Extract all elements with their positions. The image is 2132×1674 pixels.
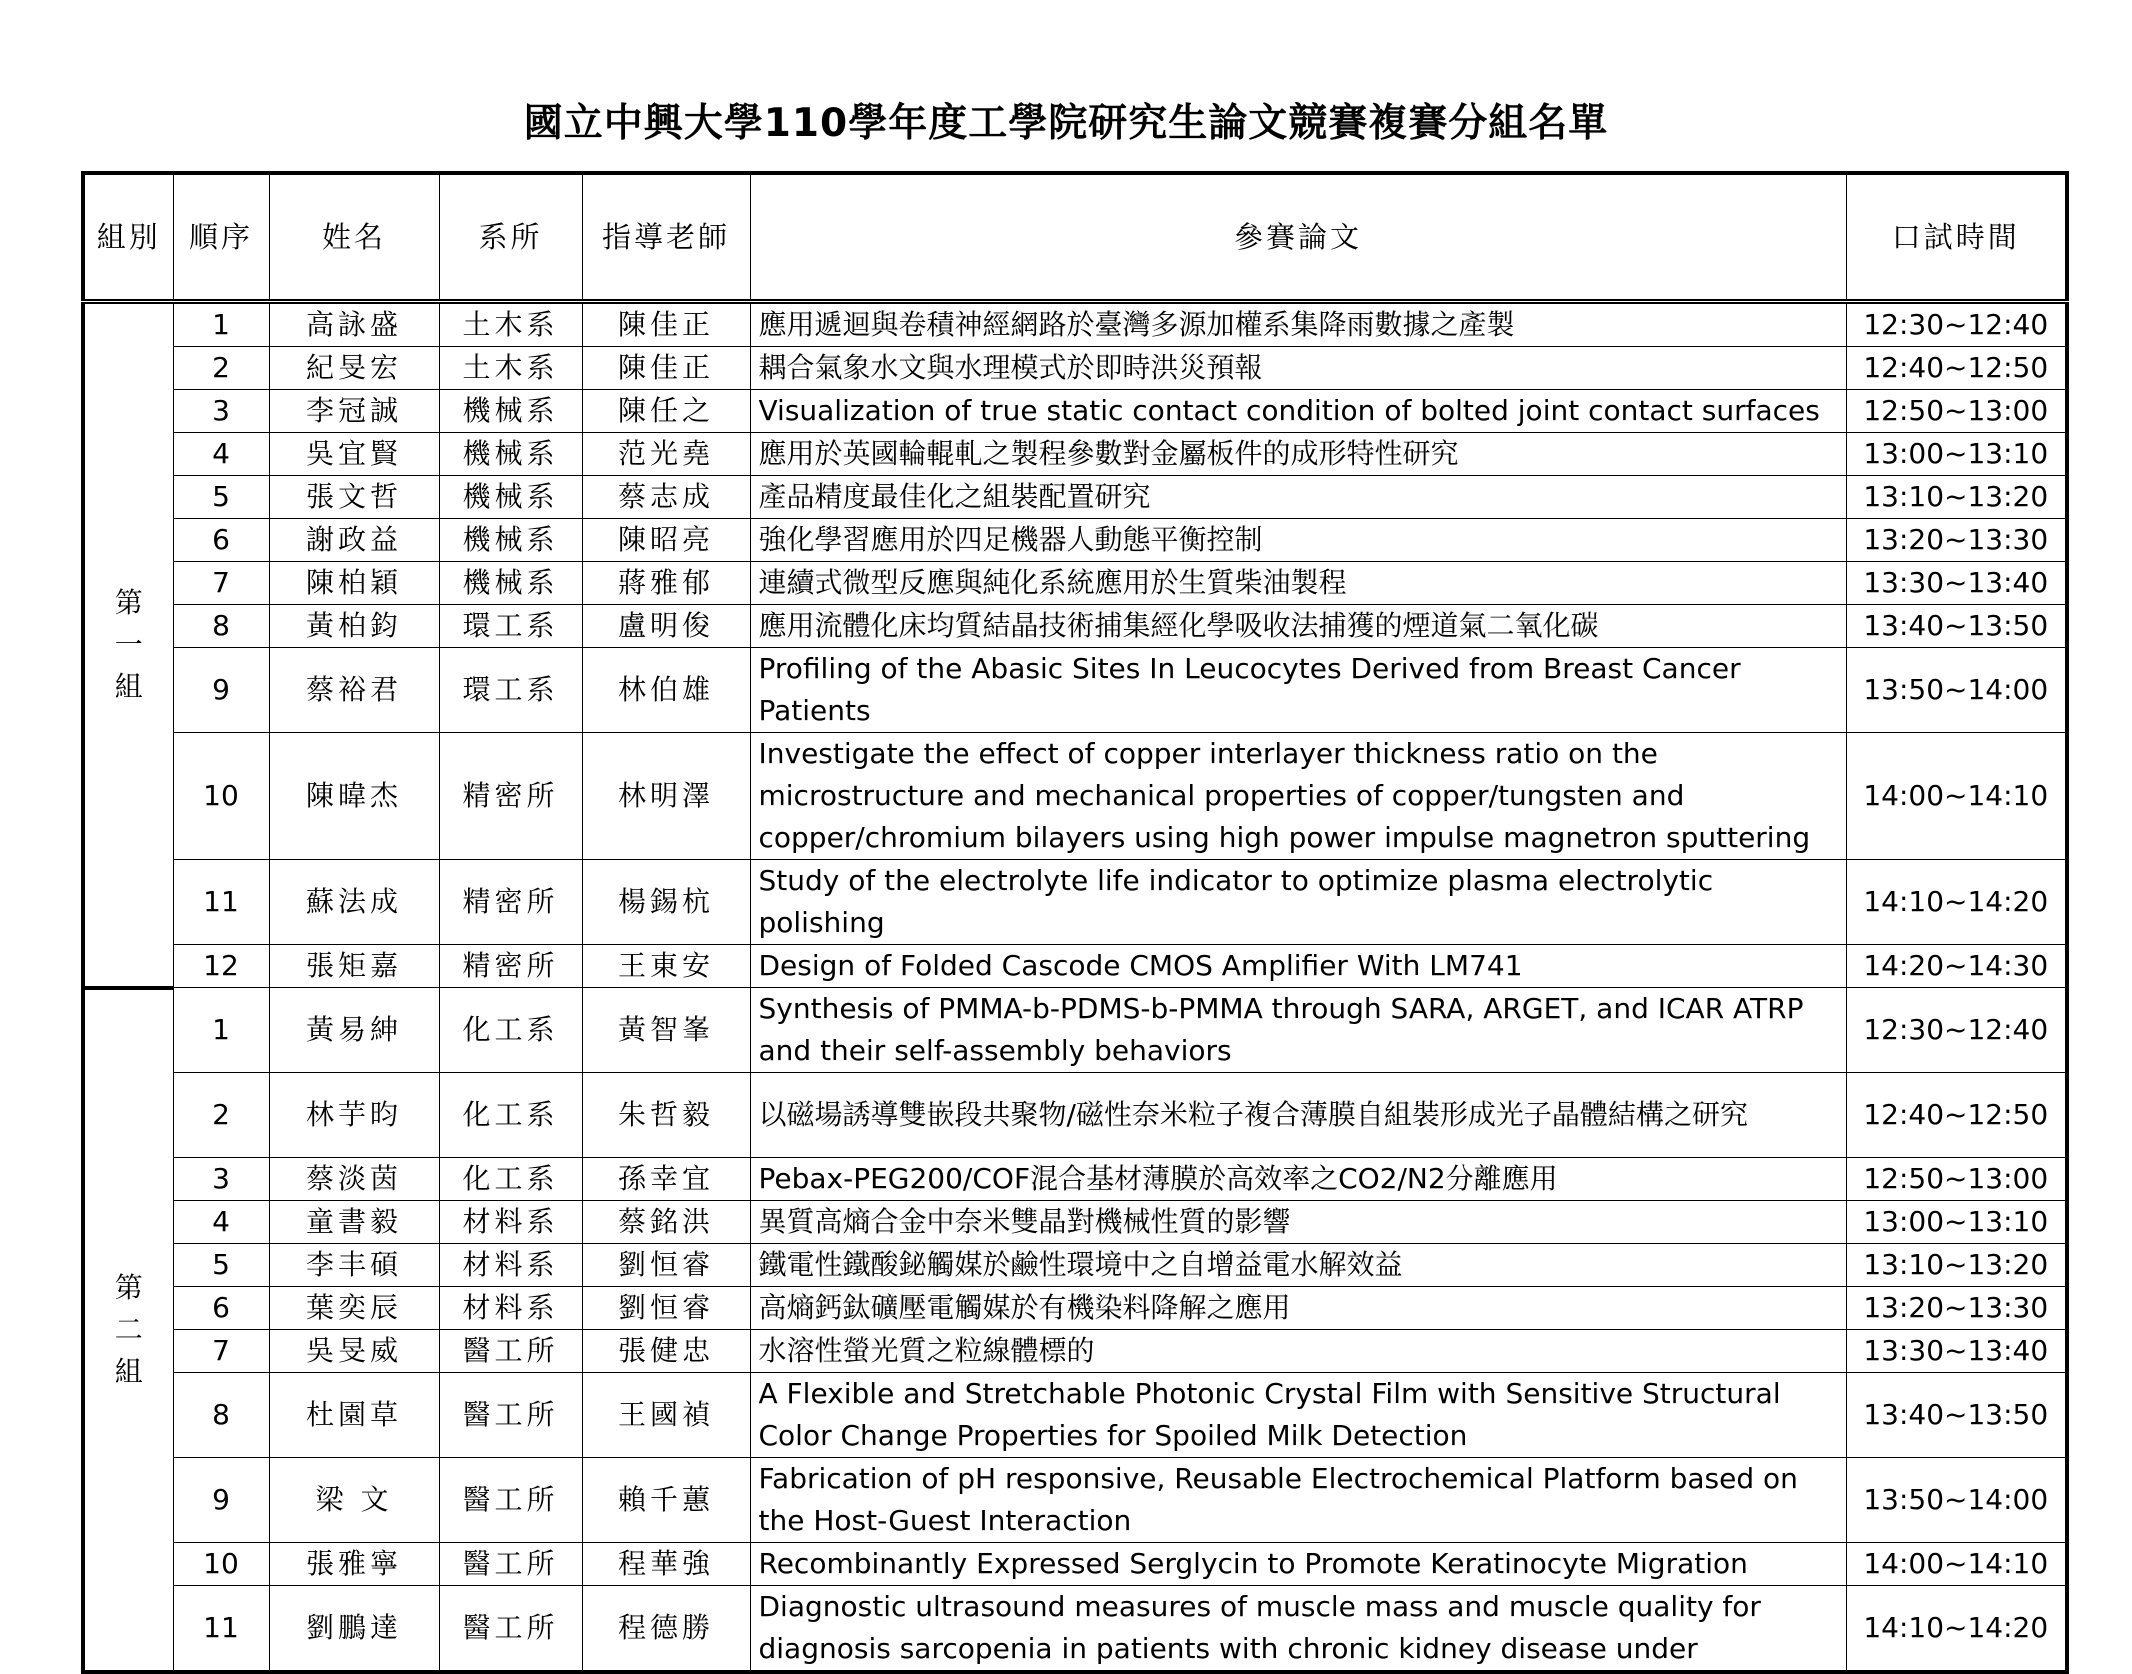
name-cell: 童書毅 [269,1201,439,1244]
header-advisor: 指導老師 [582,173,750,302]
order-cell: 7 [173,562,269,605]
paper-title-cell: Profiling of the Abasic Sites In Leucocytes Derived from Breast Cancer Patients [750,648,1846,733]
time-cell: 13:10~13:20 [1846,476,2067,519]
name-cell: 陳柏穎 [269,562,439,605]
time-cell: 12:40~12:50 [1846,347,2067,390]
department-cell: 材料系 [439,1244,582,1287]
paper-title-cell: 應用遞迴與卷積神經網路於臺灣多源加權系集降雨數據之產製 [750,302,1846,347]
department-cell: 機械系 [439,476,582,519]
department-cell: 環工系 [439,648,582,733]
order-cell: 7 [173,1330,269,1373]
table-row [83,1158,2067,1201]
name-cell: 謝政益 [269,519,439,562]
order-cell: 9 [173,1458,269,1543]
time-cell: 13:30~13:40 [1846,1330,2067,1373]
advisor-cell: 陳昭亮 [582,519,750,562]
order-cell: 8 [173,1373,269,1458]
order-cell: 2 [173,1073,269,1158]
table-row [83,988,2067,1073]
advisor-cell: 林明澤 [582,733,750,860]
name-cell: 李冠誠 [269,390,439,433]
advisor-cell: 孫幸宜 [582,1158,750,1201]
paper-title-cell: Study of the electrolyte life indicator to optimize plasma electrolytic polishing [750,860,1846,945]
name-cell: 紀旻宏 [269,347,439,390]
table-row [83,390,2067,433]
paper-title-cell: Investigate the effect of copper interlayer thickness ratio on the microstructure and mechanical properties of copper/tungsten and copper/chromium bilayers using high power impulse magnetron sputtering [750,733,1846,860]
order-cell: 12 [173,945,269,988]
department-cell: 土木系 [439,302,582,347]
table-row [83,476,2067,519]
advisor-cell: 陳佳正 [582,302,750,347]
table-body [83,302,2067,1673]
time-cell: 13:00~13:10 [1846,433,2067,476]
time-cell: 12:30~12:40 [1846,302,2067,347]
department-cell: 精密所 [439,860,582,945]
paper-title-cell: 鐵電性鐵酸鉍觸媒於鹼性環境中之自增益電水解效益 [750,1244,1846,1287]
group-label-char: 組 [114,1354,143,1388]
order-cell: 3 [173,1158,269,1201]
name-cell: 高詠盛 [269,302,439,347]
time-cell: 13:20~13:30 [1846,1287,2067,1330]
name-cell: 葉奕辰 [269,1287,439,1330]
table-row [83,302,2067,347]
time-cell: 12:50~13:00 [1846,1158,2067,1201]
order-cell: 10 [173,1543,269,1586]
department-cell: 機械系 [439,519,582,562]
name-cell: 蘇法成 [269,860,439,945]
department-cell: 機械系 [439,562,582,605]
time-cell: 13:20~13:30 [1846,519,2067,562]
advisor-cell: 黃智峯 [582,988,750,1073]
table-row [83,605,2067,648]
group-label-char: 二 [114,1312,143,1346]
order-cell: 4 [173,433,269,476]
table-row [83,1201,2067,1244]
order-cell: 2 [173,347,269,390]
group-label [83,302,173,988]
order-cell: 3 [173,390,269,433]
advisor-cell: 王東安 [582,945,750,988]
paper-title-cell: Pebax-PEG200/COF混合基材薄膜於高效率之CO2/N2分離應用 [750,1158,1846,1201]
order-cell: 5 [173,476,269,519]
department-cell: 化工系 [439,1073,582,1158]
time-cell: 12:40~12:50 [1846,1073,2067,1158]
advisor-cell: 陳佳正 [582,347,750,390]
table-row [83,648,2067,733]
advisor-cell: 蔡銘洪 [582,1201,750,1244]
advisor-cell: 劉恒睿 [582,1287,750,1330]
name-cell: 蔡淡茵 [269,1158,439,1201]
department-cell: 化工系 [439,988,582,1073]
department-cell: 土木系 [439,347,582,390]
table-row [83,1287,2067,1330]
name-cell: 黃柏鈞 [269,605,439,648]
header-row [83,173,2067,302]
paper-title-cell: 異質高熵合金中奈米雙晶對機械性質的影響 [750,1201,1846,1244]
name-cell: 吳旻威 [269,1330,439,1373]
table-row [83,347,2067,390]
department-cell: 精密所 [439,733,582,860]
time-cell: 12:50~13:00 [1846,390,2067,433]
table-row [83,1330,2067,1373]
table-row [83,562,2067,605]
time-cell: 12:30~12:40 [1846,988,2067,1073]
department-cell: 材料系 [439,1201,582,1244]
department-cell: 醫工所 [439,1373,582,1458]
paper-title-cell: Design of Folded Cascode CMOS Amplifier With LM741 [750,945,1846,988]
department-cell: 材料系 [439,1287,582,1330]
order-cell: 1 [173,988,269,1073]
header-name: 姓名 [269,173,439,302]
time-cell: 13:40~13:50 [1846,605,2067,648]
group-label-char: 第 [114,1270,143,1304]
group-label-char: 組 [114,669,143,703]
group-label [83,988,173,1673]
advisor-cell: 蔡志成 [582,476,750,519]
table-row [83,1543,2067,1586]
department-cell: 化工系 [439,1158,582,1201]
advisor-cell: 王國禎 [582,1373,750,1458]
paper-title-cell: 水溶性螢光質之粒線體標的 [750,1330,1846,1373]
advisor-cell: 劉恒睿 [582,1244,750,1287]
name-cell: 李丰碩 [269,1244,439,1287]
time-cell: 13:30~13:40 [1846,562,2067,605]
name-cell: 張文哲 [269,476,439,519]
table-row [83,433,2067,476]
department-cell: 醫工所 [439,1543,582,1586]
table-row [83,1458,2067,1543]
advisor-cell: 蔣雅郁 [582,562,750,605]
order-cell: 9 [173,648,269,733]
paper-title-cell: 耦合氣象水文與水理模式於即時洪災預報 [750,347,1846,390]
time-cell: 13:40~13:50 [1846,1373,2067,1458]
order-cell: 10 [173,733,269,860]
name-cell: 梁 文 [269,1458,439,1543]
time-cell: 13:10~13:20 [1846,1244,2067,1287]
table-row [83,1244,2067,1287]
advisor-cell: 賴千蕙 [582,1458,750,1543]
department-cell: 機械系 [439,390,582,433]
order-cell: 11 [173,1586,269,1673]
paper-title-cell: 產品精度最佳化之組裝配置研究 [750,476,1846,519]
time-cell: 14:20~14:30 [1846,945,2067,988]
paper-title-cell: A Flexible and Stretchable Photonic Crystal Film with Sensitive Structural Color Change Properties for Spoiled Milk Detection [750,1373,1846,1458]
table-row [83,1586,2067,1673]
header-time: 口試時間 [1846,173,2067,302]
paper-title-cell: Visualization of true static contact condition of bolted joint contact surfaces [750,390,1846,433]
schedule-table [81,171,2069,1674]
table-row [83,860,2067,945]
department-cell: 精密所 [439,945,582,988]
header-department: 系所 [439,173,582,302]
department-cell: 醫工所 [439,1330,582,1373]
name-cell: 陳暐杰 [269,733,439,860]
table-row [83,519,2067,562]
paper-title-cell: 應用於英國輪輥軋之製程參數對金屬板件的成形特性研究 [750,433,1846,476]
name-cell: 林芋昀 [269,1073,439,1158]
name-cell: 張雅寧 [269,1543,439,1586]
order-cell: 6 [173,1287,269,1330]
time-cell: 13:50~14:00 [1846,1458,2067,1543]
paper-title-cell: Synthesis of PMMA-b-PDMS-b-PMMA through SARA, ARGET, and ICAR ATRP and their self-assembly behaviors [750,988,1846,1073]
paper-title-cell: 高熵鈣鈦礦壓電觸媒於有機染料降解之應用 [750,1287,1846,1330]
department-cell: 環工系 [439,605,582,648]
time-cell: 13:50~14:00 [1846,648,2067,733]
paper-title-cell: Diagnostic ultrasound measures of muscle mass and muscle quality for diagnosis sarcopenia in patients with chronic kidney disease under [750,1586,1846,1673]
advisor-cell: 楊錫杭 [582,860,750,945]
paper-title-cell: 以磁場誘導雙嵌段共聚物/磁性奈米粒子複合薄膜自組裝形成光子晶體結構之研究 [750,1073,1846,1158]
department-cell: 醫工所 [439,1458,582,1543]
header-order: 順序 [173,173,269,302]
time-cell: 14:10~14:20 [1846,1586,2067,1673]
paper-title-cell: 強化學習應用於四足機器人動態平衡控制 [750,519,1846,562]
table-row [83,1073,2067,1158]
order-cell: 4 [173,1201,269,1244]
advisor-cell: 程德勝 [582,1586,750,1673]
time-cell: 14:10~14:20 [1846,860,2067,945]
header-paper: 參賽論文 [750,173,1846,302]
name-cell: 劉鵬達 [269,1586,439,1673]
advisor-cell: 程華強 [582,1543,750,1586]
table-row [83,945,2067,988]
advisor-cell: 范光堯 [582,433,750,476]
name-cell: 蔡裕君 [269,648,439,733]
name-cell: 吳宜賢 [269,433,439,476]
advisor-cell: 張健忠 [582,1330,750,1373]
group-label-char: 第 [114,585,143,619]
table-row [83,1373,2067,1458]
paper-title-cell: 應用流體化床均質結晶技術捕集經化學吸收法捕獲的煙道氣二氧化碳 [750,605,1846,648]
time-cell: 14:00~14:10 [1846,733,2067,860]
time-cell: 14:00~14:10 [1846,1543,2067,1586]
group-label-char: 一 [114,627,143,661]
name-cell: 張矩嘉 [269,945,439,988]
paper-title-cell: Recombinantly Expressed Serglycin to Promote Keratinocyte Migration [750,1543,1846,1586]
order-cell: 5 [173,1244,269,1287]
document-title: 國立中興大學110學年度工學院研究生論文競賽複賽分組名單 [523,101,1609,146]
order-cell: 1 [173,302,269,347]
paper-title-cell: Fabrication of pH responsive, Reusable Electrochemical Platform based on the Host-Guest Interaction [750,1458,1846,1543]
order-cell: 8 [173,605,269,648]
time-cell: 13:00~13:10 [1846,1201,2067,1244]
advisor-cell: 盧明俊 [582,605,750,648]
advisor-cell: 朱哲毅 [582,1073,750,1158]
department-cell: 醫工所 [439,1586,582,1673]
department-cell: 機械系 [439,433,582,476]
paper-title-cell: 連續式微型反應與純化系統應用於生質柴油製程 [750,562,1846,605]
advisor-cell: 林伯雄 [582,648,750,733]
name-cell: 黃易紳 [269,988,439,1073]
advisor-cell: 陳任之 [582,390,750,433]
table-row [83,733,2067,860]
order-cell: 6 [173,519,269,562]
order-cell: 11 [173,860,269,945]
header-group: 組別 [83,173,173,302]
name-cell: 杜園草 [269,1373,439,1458]
